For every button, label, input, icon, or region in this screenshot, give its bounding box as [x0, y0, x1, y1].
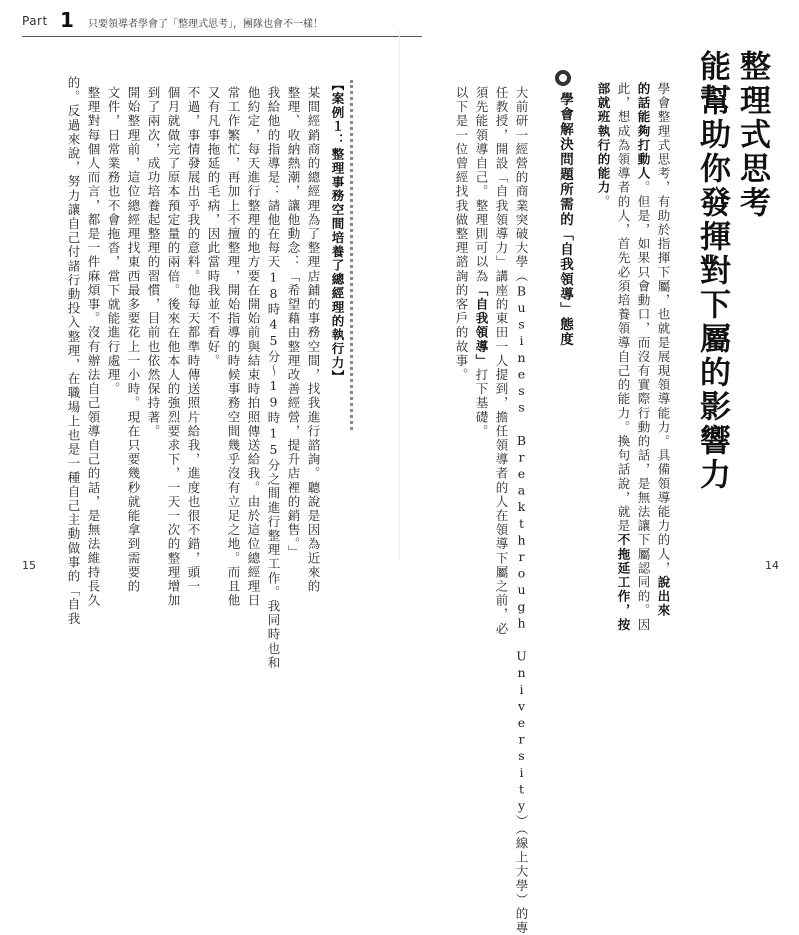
page-number-left: 15: [22, 559, 36, 572]
case-line-9: 到了兩次，成功培養起整理的習慣，目前也依然保持著。: [146, 86, 161, 439]
section-bullet-icon: [555, 70, 571, 86]
part-label: Part: [22, 14, 48, 28]
case-line-5: 常工作繁忙，再加上不擅整理，開始指導的時候事務空間幾乎沒有立足之地。而且他: [226, 86, 241, 608]
case-study-heading: 【案例１：整理事務空間培養了總經理的執行力】: [330, 78, 345, 384]
case-line-2: 整理、收納熱潮，讓他動念：「希望藉由整理改善經營，提升店裡的銷售。」: [286, 86, 301, 560]
case-line-13: 的。反過來說，努力讓自己付諸行動投入整理，在職場上也是一種自己主動做事的「自我: [66, 76, 81, 626]
part-number: 1: [60, 8, 74, 32]
page-gutter: [399, 30, 400, 560]
case-line-10: 開始整理前，這位總經理找東西最多要花上一小時。現在只要幾秒就能拿到需要的: [126, 86, 141, 594]
book-title: 只要領導者學會了「整理式思考」，團隊也會不一樣！: [88, 19, 323, 30]
intro-line-3: 此，想成為領導者的人，首先必須培養領導自己的能力。換句話說，就是不拖延工作，按: [616, 82, 631, 632]
chapter-title-line-1: 整理式思考: [734, 50, 770, 220]
page-number-right: 14: [765, 559, 779, 572]
intro-line-1: 學會整理式思考，有助於指揮下屬，也就是展現領導能力。具備領導能力的人，說出來: [656, 82, 671, 618]
section-heading: 學會解決問題所需的「自我領導」態度: [557, 92, 573, 347]
running-header: [0, 0, 430, 40]
header-divider: [22, 36, 422, 37]
chapter-title-line-2: 能幫助你發揮對下屬的影響力: [694, 50, 730, 492]
case-line-3: 我給他的指導是：請他在每天18時45分～19時15分之間進行整理工作。我同時也和: [266, 86, 281, 670]
case-line-12: 整理對每個人而言，都是一件麻煩事。沒有辦法自己領導自己的話，是無法維持長久: [86, 86, 101, 608]
case-line-6: 又有凡事拖延的毛病，因此當時我並不看好。: [206, 86, 221, 368]
section-line-1: 大前研一經營的商業突破大學（Business Breakthrough University）（線上大學）的專: [514, 86, 529, 935]
case-line-7: 不過，事情發展出乎我的意料。他每天都準時傳送照片給我，進度也很不錯，頭一: [186, 86, 201, 594]
case-line-11: 文件，日常業務也不會拖沓，當下就能進行處理。: [106, 86, 121, 397]
intro-line-2: 的話能夠打動人。但是，如果只會動口，而沒有實際行動的話，是無法讓下屬認同的。因: [636, 82, 651, 632]
case-line-8: 個月就做完了原本預定量的兩倍。後來在他本人的強烈要求下，一天一次的整理增加: [166, 86, 181, 608]
section-line-4: 以下是一位曾經找我做整理諮詢的客戶的故事。: [454, 86, 469, 383]
section-line-3: 須先能領導自己。整理則可以為「自我領導」打下基礎。: [474, 86, 489, 439]
case-study-divider: [350, 80, 354, 430]
intro-line-4: 部就班執行的能力。: [596, 82, 611, 209]
section-line-2: 任教授，開設「自我領導力」講座的東田一人提到，擔任領導者的人在領導下屬之前，必: [494, 86, 509, 636]
case-line-1: 某間經銷商的總經理為了整理店鋪的事務空間，找我進行諮詢。聽說是因為近來的: [306, 86, 321, 594]
case-line-4: 他約定，每天進行整理的地方要在開始前與結束時拍照傳送給我。由於這位總經理日: [246, 86, 261, 608]
